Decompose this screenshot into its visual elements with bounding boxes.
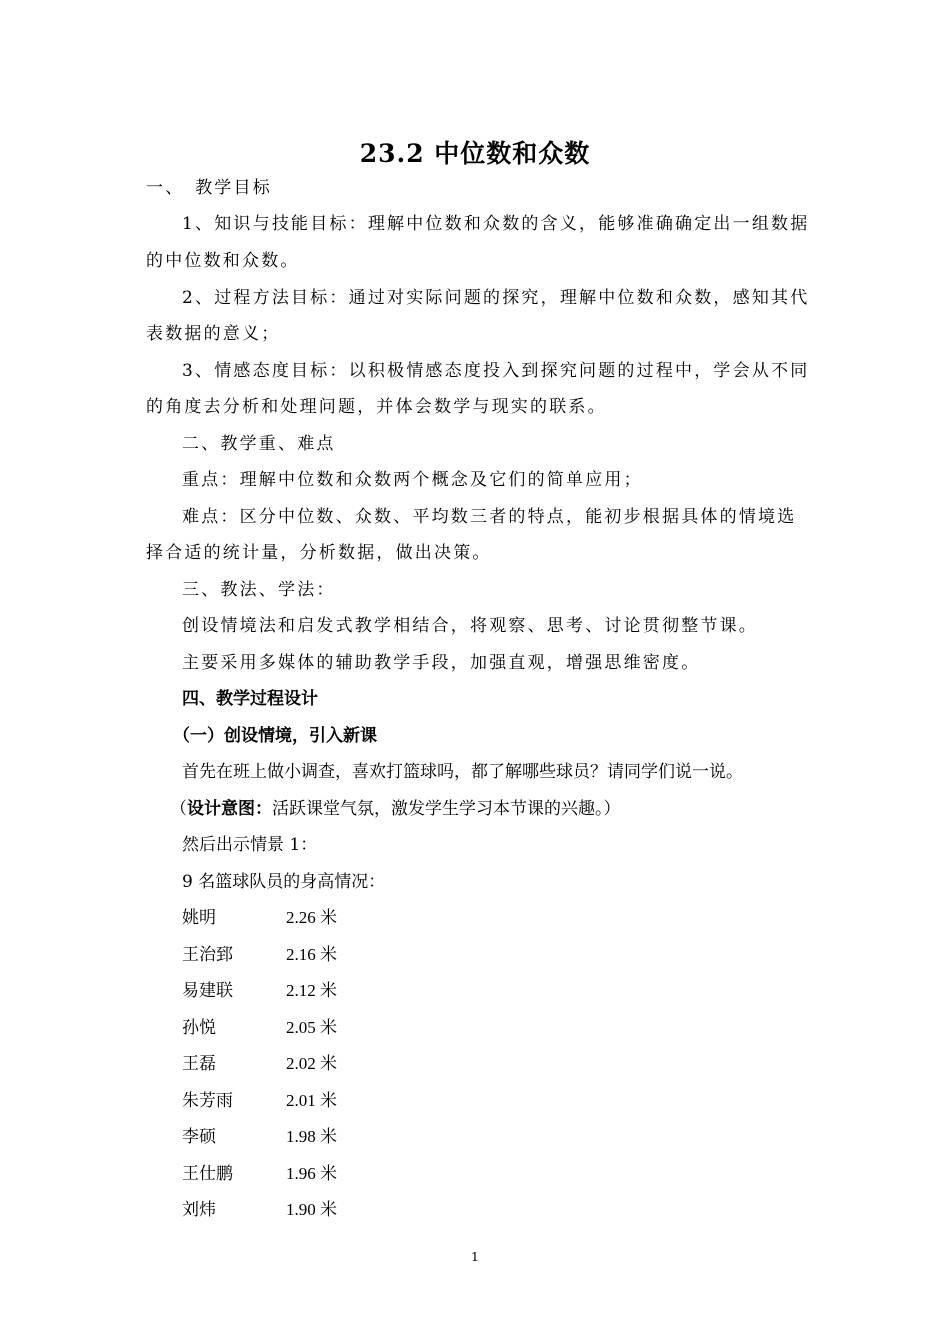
player-row [182, 944, 337, 966]
player-row [182, 1053, 337, 1075]
section-heading-process: 四、教学过程设计 [182, 689, 318, 709]
design-intent-label: 设计意图： [187, 799, 272, 819]
methods-line-2: 主要采用多媒体的辅助教学手段，加强直观，增强思维密度。 [182, 653, 701, 673]
key-point-text: 重点：理解中位数和众数两个概念及它们的简单应用； [182, 470, 643, 490]
objective-2-line-1: 2、过程方法目标：通过对实际问题的探究，理解中位数和众数，感知其代 [182, 288, 810, 308]
player-name: 朱芳雨 [182, 1091, 233, 1111]
player-row [182, 907, 337, 929]
objective-1-line-2: 的中位数和众数。 [146, 251, 300, 271]
player-height: 2.12 米 [286, 981, 337, 1000]
player-row [182, 1199, 337, 1221]
player-height: 2.16 米 [286, 945, 337, 964]
player-name: 李硕 [182, 1127, 216, 1147]
player-height: 1.98 米 [286, 1127, 337, 1146]
objective-2-line-2: 表数据的意义； [146, 324, 281, 344]
player-height: 2.01 米 [286, 1091, 337, 1110]
difficult-point-line-1: 难点：区分中位数、众数、平均数三者的特点，能初步根据具体的情境选 [182, 507, 797, 527]
objective-1-line-1: 1、知识与技能目标：理解中位数和众数的含义，能够准确确定出一组数据 [182, 214, 810, 234]
player-name: 孙悦 [182, 1018, 216, 1038]
design-intent-text: 活跃课堂气氛，激发学生学习本节课的兴趣。） [272, 799, 621, 819]
player-row [182, 980, 337, 1002]
design-intent [170, 798, 621, 820]
table-caption: 9 名篮球队员的身高情况： [182, 872, 386, 892]
player-name: 刘炜 [182, 1200, 216, 1220]
page-title: 23.2 中位数和众数 [359, 139, 591, 168]
section-heading-objectives: 一、 教学目标 [146, 178, 272, 198]
player-row [182, 1017, 337, 1039]
page-number: 1 [471, 1250, 479, 1264]
player-row [182, 1126, 337, 1148]
player-height: 2.02 米 [286, 1054, 337, 1073]
player-name: 王仕鹏 [182, 1164, 233, 1184]
player-height: 2.05 米 [286, 1018, 337, 1037]
difficult-point-line-2: 择合适的统计量，分析数据，做出决策。 [146, 543, 492, 563]
section-heading-key-points: 二、教学重、难点 [182, 434, 336, 454]
player-row [182, 1090, 337, 1112]
player-name: 易建联 [182, 981, 233, 1001]
player-name: 姚明 [182, 908, 216, 928]
section-heading-methods: 三、教法、学法： [182, 580, 336, 600]
design-intent-open-paren: （ [170, 799, 187, 819]
player-name: 王磊 [182, 1054, 216, 1074]
intro-text: 首先在班上做小调查，喜欢打篮球吗，都了解哪些球员？请同学们说一说。 [182, 762, 743, 782]
subsection-heading-scenario: （一）创设情境，引入新课 [173, 726, 377, 746]
player-name: 王治郅 [182, 945, 233, 965]
player-row [182, 1163, 337, 1185]
methods-line-1: 创设情境法和启发式教学相结合，将观察、思考、讨论贯彻整节课。 [182, 616, 758, 636]
player-height: 1.90 米 [286, 1200, 337, 1219]
objective-3-line-2: 的角度去分析和处理问题，并体会数学与现实的联系。 [146, 397, 607, 417]
player-height: 1.96 米 [286, 1164, 337, 1183]
scenario-text: 然后出示情景 1： [182, 835, 318, 855]
objective-3-line-1: 3、情感态度目标：以积极情感态度投入到探究问题的过程中，学会从不同 [182, 361, 810, 381]
player-height: 2.26 米 [286, 908, 337, 927]
